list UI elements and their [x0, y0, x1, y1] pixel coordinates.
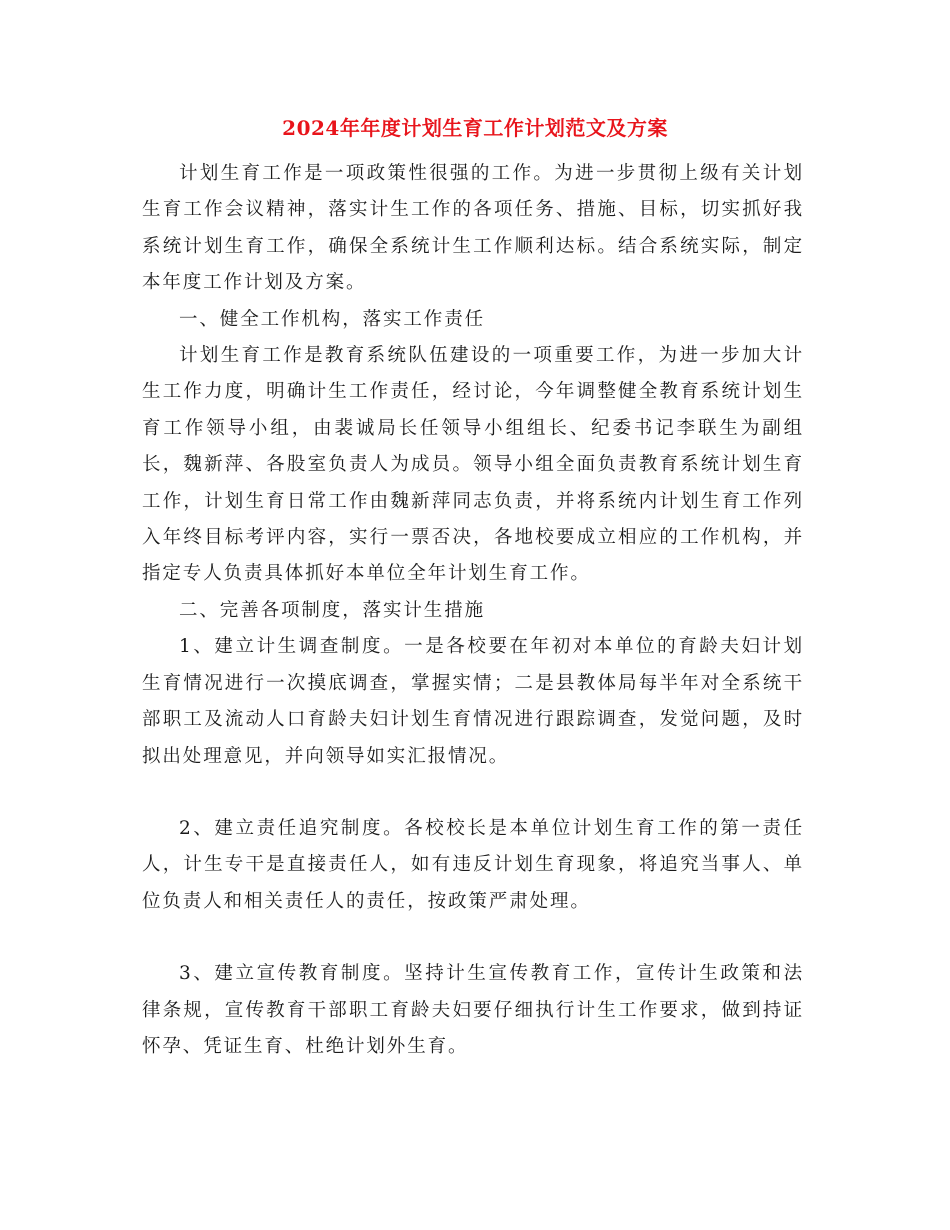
paragraph-spacer — [142, 920, 804, 956]
section-1-heading: 一、健全工作机构，落实工作责任 — [179, 308, 486, 330]
item-1-paragraph: 1、建立计生调查制度。一是各校要在年初对本单位的育龄夫妇计划生育情况进行一次摸底调查，掌握实情；二是县教体局每半年对全系统干部职工及流动人口育龄夫妇计划生育情况进行跟踪调查，发觉问题，及时拟出处理意见，并向领导如实汇报情况。 — [142, 636, 804, 767]
paragraph-spacer — [142, 775, 804, 811]
document-body — [142, 156, 804, 1065]
section-2-heading: 二、完善各项制度，落实计生措施 — [179, 599, 486, 621]
section-1-paragraph: 计划生育工作是教育系统队伍建设的一项重要工作，为进一步加大计生工作力度，明确计生工作责任，经讨论，今年调整健全教育系统计划生育工作领导小组，由裴诚局长任领导小组组长、纪委书记李联生为副组长，魏新萍、各股室负责人为成员。领导小组全面负责教育系统计划生育工作，计划生育日常工作由魏新萍同志负责，并将系统内计划生育工作列入年终目标考评内容，实行一票否决，各地校要成立相应的工作机构，并指定专人负责具体抓好本单位全年计划生育工作。 — [142, 345, 804, 585]
item-3-paragraph: 3、建立宣传教育制度。坚持计生宣传教育工作，宣传计生政策和法律条规，宣传教育干部职工育龄夫妇要仔细执行计生工作要求，做到持证怀孕、凭证生育、杜绝计划外生育。 — [142, 963, 804, 1057]
intro-paragraph: 计划生育工作是一项政策性很强的工作。为进一步贯彻上级有关计划生育工作会议精神，落实计生工作的各项任务、措施、目标，切实抓好我系统计划生育工作，确保全系统计生工作顺利达标。结合系统实际，制定本年度工作计划及方案。 — [142, 163, 804, 294]
document-title: 2024年年度计划生育工作计划范文及方案 — [282, 116, 668, 140]
item-2-paragraph: 2、建立责任追究制度。各校校长是本单位计划生育工作的第一责任人，计生专干是直接责任人，如有违反计划生育现象，将追究当事人、单位负责人和相关责任人的责任，按政策严肃处理。 — [142, 817, 804, 912]
